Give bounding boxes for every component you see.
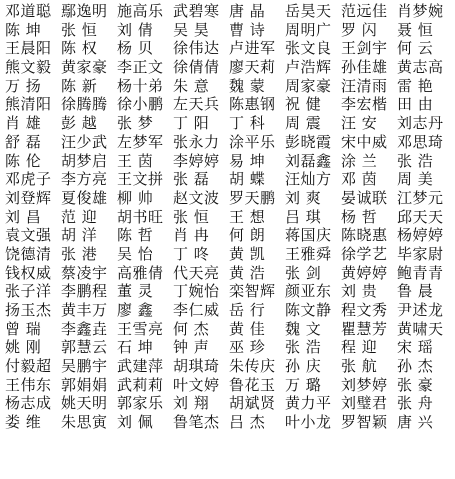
- name-cell: 朱思寅: [61, 413, 108, 432]
- name-cell: 程文秀: [341, 301, 388, 319]
- name-cell: 叶小龙: [285, 413, 332, 432]
- name-row: [5, 21, 455, 40]
- name-cell: 田 由: [397, 95, 434, 114]
- name-cell: 黄啸天: [397, 319, 444, 338]
- name-cell: 鲁笔杰: [173, 413, 220, 432]
- name-cell: 何 朗: [229, 226, 266, 245]
- name-cell: 鄢逸明: [61, 2, 108, 20]
- name-row: [5, 114, 455, 133]
- name-cell: 石 坤: [117, 338, 154, 357]
- name-cell: 万 璐: [285, 375, 322, 394]
- name-row: [5, 282, 455, 301]
- name-cell: 张 浩: [397, 151, 434, 170]
- name-cell: 魏 蒙: [229, 76, 266, 95]
- name-cell: 高雅倩: [117, 263, 164, 282]
- name-cell: 叶文婷: [173, 375, 220, 394]
- name-cell: 刘璧君: [341, 394, 388, 413]
- name-row: [5, 357, 455, 376]
- name-cell: 饶德清: [5, 244, 52, 263]
- name-cell: 柳 帅: [117, 188, 154, 207]
- name-cell: 吕 琪: [285, 207, 322, 226]
- name-cell: 孙 杰: [397, 357, 434, 376]
- name-cell: 彭 越: [61, 114, 98, 133]
- name-row: [5, 413, 455, 432]
- name-cell: 王文拼: [117, 170, 164, 189]
- name-cell: 陈 权: [61, 39, 98, 58]
- name-cell: 鲍青青: [397, 263, 444, 282]
- name-cell: 孙 庆: [285, 357, 322, 376]
- name-cell: 鲁花玉: [229, 375, 276, 394]
- name-cell: 范 迎: [61, 207, 98, 226]
- name-cell: 黄婷婷: [341, 263, 388, 282]
- name-cell: 邓思琦: [397, 132, 444, 151]
- name-row: [5, 133, 455, 152]
- name-cell: 张 梦: [117, 114, 154, 133]
- name-cell: 汪 安: [341, 114, 378, 133]
- name-cell: 易 坤: [229, 151, 266, 170]
- name-cell: 江梦元: [397, 188, 444, 207]
- name-cell: 颜亚东: [285, 282, 332, 301]
- name-row: [5, 58, 455, 77]
- name-cell: 刘 爽: [285, 188, 322, 207]
- name-cell: 瞿慧芳: [341, 319, 388, 338]
- name-cell: 刘 佩: [117, 413, 154, 432]
- name-cell: 岳昊天: [285, 2, 332, 20]
- name-cell: 王伟东: [5, 375, 52, 394]
- name-cell: 陈惠钢: [229, 95, 276, 114]
- name-cell: 郭娟娟: [61, 375, 108, 394]
- name-row: [5, 320, 455, 339]
- name-cell: 吴 昊: [173, 20, 210, 39]
- name-cell: 何 云: [397, 39, 434, 58]
- name-cell: 栾智辉: [229, 282, 276, 301]
- name-cell: 朱 意: [173, 76, 210, 95]
- name-cell: 王剑宇: [341, 39, 388, 58]
- name-row: [5, 170, 455, 189]
- name-cell: 王晨阳: [5, 39, 52, 58]
- name-cell: 刘梦婷: [341, 375, 388, 394]
- name-cell: 施高乐: [117, 2, 164, 20]
- name-cell: 蒋国庆: [285, 226, 332, 245]
- name-cell: 岳 行: [229, 301, 266, 319]
- name-cell: 邓道聪: [5, 2, 52, 20]
- name-cell: 代天亮: [173, 263, 220, 282]
- name-cell: 吕 杰: [229, 413, 266, 432]
- name-cell: 胡梦启: [61, 151, 108, 170]
- name-cell: 左天兵: [173, 95, 220, 114]
- name-cell: 胡琪琦: [173, 357, 220, 376]
- name-row: [5, 301, 455, 320]
- name-cell: 黄力平: [285, 394, 332, 413]
- name-cell: 罗天鹏: [229, 188, 276, 207]
- name-cell: 肖 冉: [173, 226, 210, 245]
- name-cell: 陈 伦: [5, 151, 42, 170]
- name-row: [5, 2, 455, 21]
- name-cell: 杨志成: [5, 394, 52, 413]
- name-cell: 汪少武: [61, 132, 108, 151]
- name-cell: 张文良: [285, 39, 332, 58]
- name-cell: 吴鹏宇: [61, 357, 108, 376]
- name-cell: 徐学艺: [341, 244, 388, 263]
- name-cell: 肖梦婉: [397, 2, 444, 20]
- name-cell: 邓虎子: [5, 170, 52, 189]
- name-cell: 陈文静: [285, 301, 332, 319]
- name-cell: 张 剑: [285, 263, 322, 282]
- name-cell: 张 舟: [397, 394, 434, 413]
- name-cell: 罗智颖: [341, 413, 388, 432]
- name-cell: 张 磊: [173, 170, 210, 189]
- name-row: [5, 152, 455, 171]
- name-cell: 杨十弟: [117, 76, 164, 95]
- name-cell: 丁 阳: [173, 114, 210, 133]
- name-cell: 毕家尉: [397, 244, 444, 263]
- name-cell: 丁婉怡: [173, 282, 220, 301]
- name-cell: 唐 晶: [229, 2, 266, 20]
- name-cell: 廖天莉: [229, 58, 276, 77]
- name-cell: 肖 雄: [5, 114, 42, 133]
- name-cell: 郭慧云: [61, 338, 108, 357]
- name-row: [5, 208, 455, 227]
- name-cell: 邓 茵: [341, 170, 378, 189]
- name-row: [5, 376, 455, 395]
- name-cell: 黄 凯: [229, 244, 266, 263]
- name-cell: 罗 闪: [341, 20, 378, 39]
- name-row: [5, 394, 455, 413]
- name-cell: 李鑫垚: [61, 319, 108, 338]
- name-cell: 卢浩辉: [285, 58, 332, 77]
- name-cell: 李鹏程: [61, 282, 108, 301]
- name-cell: 涂 兰: [341, 151, 378, 170]
- name-cell: 夏俊雄: [61, 188, 108, 207]
- name-cell: 雷 艳: [397, 76, 434, 95]
- name-cell: 刘磊鑫: [285, 151, 332, 170]
- name-cell: 徐小鹏: [117, 95, 164, 114]
- name-cell: 熊清阳: [5, 95, 52, 114]
- name-cell: 黄志高: [397, 58, 444, 77]
- name-cell: 程 迎: [341, 338, 378, 357]
- name-cell: 刘 倩: [117, 20, 154, 39]
- name-cell: 刘 昌: [5, 207, 42, 226]
- name-cell: 周明广: [285, 20, 332, 39]
- name-row: [5, 226, 455, 245]
- name-cell: 王雅舜: [285, 244, 332, 263]
- name-cell: 陈 新: [61, 76, 98, 95]
- name-cell: 徐腾腾: [61, 95, 108, 114]
- name-row: [5, 264, 455, 283]
- name-cell: 胡斌贤: [229, 394, 276, 413]
- name-cell: 黄家豪: [61, 58, 108, 77]
- name-cell: 汪清雨: [341, 76, 388, 95]
- name-cell: 晏诚联: [341, 188, 388, 207]
- name-row: [5, 95, 455, 114]
- name-cell: 娄 维: [5, 413, 42, 432]
- name-cell: 蔡凌宇: [61, 263, 108, 282]
- name-cell: 郭家乐: [117, 394, 164, 413]
- name-cell: 李婷婷: [173, 151, 220, 170]
- name-cell: 廖 鑫: [117, 301, 154, 319]
- name-cell: 张 恒: [61, 20, 98, 39]
- name-cell: 李仁威: [173, 301, 220, 319]
- name-cell: 李宏楷: [341, 95, 388, 114]
- name-cell: 丁 科: [229, 114, 266, 133]
- name-cell: 涂平乐: [229, 132, 276, 151]
- name-cell: 张 浩: [285, 338, 322, 357]
- name-cell: 万 扬: [5, 76, 42, 95]
- name-cell: 巫 珍: [229, 338, 266, 357]
- name-cell: 张永力: [173, 132, 220, 151]
- name-cell: 唐 兴: [397, 413, 434, 432]
- name-cell: 李正文: [117, 58, 164, 77]
- name-cell: 丁 咚: [173, 244, 210, 263]
- name-cell: 杨 贝: [117, 39, 154, 58]
- name-cell: 胡书旺: [117, 207, 164, 226]
- name-cell: 胡 洋: [61, 226, 98, 245]
- name-cell: 吴 怡: [117, 244, 154, 263]
- name-cell: 尹述龙: [397, 301, 444, 319]
- name-cell: 黄 佳: [229, 319, 266, 338]
- name-cell: 周家豪: [285, 76, 332, 95]
- name-cell: 徐倩倩: [173, 58, 220, 77]
- name-cell: 杨 哲: [341, 207, 378, 226]
- name-cell: 朱传庆: [229, 357, 276, 376]
- name-cell: 武建萍: [117, 357, 164, 376]
- name-cell: 张 恒: [173, 207, 210, 226]
- name-cell: 李方亮: [61, 170, 108, 189]
- name-cell: 王 茵: [117, 151, 154, 170]
- name-cell: 王雪亮: [117, 319, 164, 338]
- name-cell: 张 豪: [397, 375, 434, 394]
- name-cell: 刘登辉: [5, 188, 52, 207]
- name-cell: 董 灵: [117, 282, 154, 301]
- name-cell: 武碧寒: [173, 2, 220, 20]
- name-cell: 曹 诗: [229, 20, 266, 39]
- name-cell: 左梦军: [117, 132, 164, 151]
- name-row: [5, 77, 455, 96]
- name-cell: 赵文波: [173, 188, 220, 207]
- name-cell: 祝 健: [285, 95, 322, 114]
- name-cell: 张 港: [61, 244, 98, 263]
- name-cell: 魏 文: [285, 319, 322, 338]
- name-cell: 袁文强: [5, 226, 52, 245]
- name-row: [5, 338, 455, 357]
- name-cell: 范远佳: [341, 2, 388, 20]
- name-cell: 姚天明: [61, 394, 108, 413]
- name-cell: 汪灿方: [285, 170, 332, 189]
- name-cell: 钟 声: [173, 338, 210, 357]
- name-cell: 张子洋: [5, 282, 52, 301]
- name-cell: 鲁 晨: [397, 282, 434, 301]
- name-row: [5, 245, 455, 264]
- name-cell: 徐伟达: [173, 39, 220, 58]
- name-cell: 扬玉杰: [5, 301, 52, 319]
- name-cell: 宋 瑶: [397, 338, 434, 357]
- name-cell: 刘 贵: [341, 282, 378, 301]
- name-cell: 卢进军: [229, 39, 276, 58]
- name-cell: 孙佳雄: [341, 58, 388, 77]
- name-cell: 何 杰: [173, 319, 210, 338]
- name-cell: 聂 恒: [397, 20, 434, 39]
- name-cell: 张 航: [341, 357, 378, 376]
- name-cell: 杨婷婷: [397, 226, 444, 245]
- name-cell: 刘志丹: [397, 114, 444, 133]
- name-cell: 胡 蝶: [229, 170, 266, 189]
- name-cell: 刘 翔: [173, 394, 210, 413]
- name-cell: 彭晓霞: [285, 132, 332, 151]
- name-cell: 武莉莉: [117, 375, 164, 394]
- name-cell: 钱权威: [5, 263, 52, 282]
- name-cell: 陈 坤: [5, 20, 42, 39]
- name-cell: 曾 瑞: [5, 319, 42, 338]
- name-cell: 黄 浩: [229, 263, 266, 282]
- name-cell: 周 美: [397, 170, 434, 189]
- name-cell: 熊文毅: [5, 58, 52, 77]
- name-cell: 王 想: [229, 207, 266, 226]
- name-row: [5, 39, 455, 58]
- name-cell: 宋中威: [341, 132, 388, 151]
- name-cell: 陈 哲: [117, 226, 154, 245]
- name-cell: 姚 刚: [5, 338, 42, 357]
- name-cell: 黄丰万: [61, 301, 108, 319]
- name-cell: 付毅超: [5, 357, 52, 376]
- name-cell: 陈晓惠: [341, 226, 388, 245]
- name-cell: 舒 磊: [5, 132, 42, 151]
- name-row: [5, 189, 455, 208]
- name-cell: 邱天天: [397, 207, 444, 226]
- name-cell: 周 震: [285, 114, 322, 133]
